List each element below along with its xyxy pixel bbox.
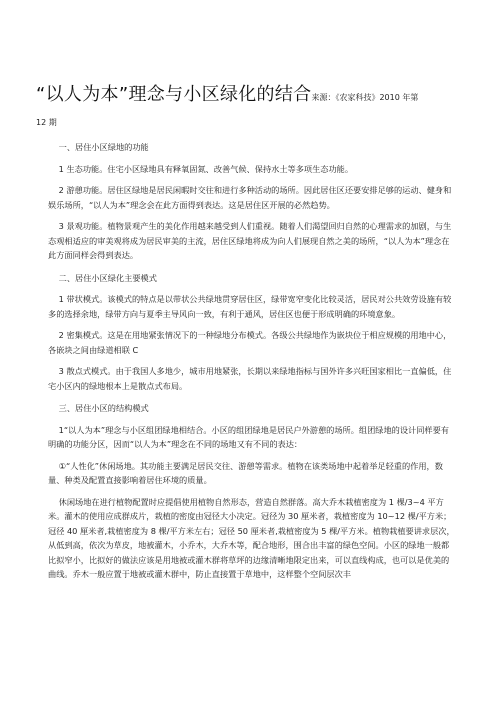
section-heading: 二、居住小区绿化主要模式 bbox=[58, 272, 157, 283]
paragraph: ①“人性化”休闲场地。其功能主要满足居民交往、游憩等需求。植物在该类场地中起着举足轻重的作用，数量、种类及配置直接影响着居住环境的质量。 bbox=[48, 460, 443, 485]
section-heading: 一、居住小区绿地的功能 bbox=[58, 142, 149, 152]
paragraph: 1“以人为本”理念与小区组团绿地相结合。小区的组团绿地是居民户外游憩的场所。组团绿地的设计同样要有明确的功能分区，因而“以人为本”理念在不同的场地又有不同的表达： bbox=[48, 424, 449, 449]
paragraph: 1 生态功能。住宅小区绿地具有释氧固氮、改善气候、保持水土等多项生态功能。 bbox=[58, 163, 354, 174]
document-body bbox=[48, 140, 456, 582]
paragraph: 3 散点式模式。由于我国人多地少，城市用地紧张，长期以来绿地指标与国外许多兴旺国家相比一直偏低，住宅小区内的绿地根本上是散点式布局。 bbox=[48, 366, 452, 391]
paragraph: 1 带状模式。该模式的特点是以带状公共绿地贯穿居住区，绿带宽窄变化比较灵活，居民对公共效劳设施有较多的选择余地，绿带方向与夏季主导风向一致，有利于通风，居住区也便于形成明确的环境意象。 bbox=[48, 294, 452, 319]
source-note: 来源：《农家科技》2010 年第 bbox=[311, 93, 419, 102]
document-title: “以人为本”理念与小区绿化的结合 bbox=[36, 84, 312, 105]
paragraph: 休闲场地在进行植物配置时应提倡使用植物自然形态，营造自然群落。高大乔木栽植密度为 1 棵/3~4 平方米。灌木的使用应成群成片，栽植的密度由冠径大小决定。冠径为 30 厘米者，栽植密度为 10~12 棵/平方米；冠径 40 厘米者,栽植密度为 8 棵/平方米左右；冠径 50 厘米者,栽植密度为 5 棵/平方米。植物栽植要讲求层次，从低到高，依次为草皮，地被灌木，小乔木，大乔木等，配合地形，围合出丰富的绿色空间。小区的绿地一般都比拟窄小，比拟好的做法应该是用地被或灌木群将草坪的边缘清晰地限定出来，可以直线构成，也可以是优美的曲线。乔木一般应置于地被或灌木群中，防止直接置于草地中，这样整个空间层次丰 bbox=[48, 496, 455, 579]
title-block bbox=[36, 80, 476, 128]
paragraph: 3 景观功能。植物景观产生的美化作用越来越受到人们重视。随着人们渴望回归自然的心理需求的加剧，与生态观相适应的审美观将成为居民审美的主流，居住区绿地将成为向人们展现自然之美的场所，“以人为本”理念在此方面同样会得到表达。 bbox=[48, 221, 452, 260]
paragraph: 2 游憩功能。居住区绿地是居民闲暇时交往和进行多种活动的场所。因此居住区还要安排足够的运动、健身和娱乐场所，“以人为本”理念会在此方面得到表达。这是居住区开展的必然趋势。 bbox=[48, 185, 452, 210]
paragraph: 2 密集模式。这是在用地紧张情况下的一种绿地分布模式。各级公共绿地作为嵌块位于相应规模的用地中心，各嵌块之间由绿道相联 C bbox=[48, 330, 452, 355]
source-note-continuation: 12 期 bbox=[36, 118, 57, 127]
title-line bbox=[36, 80, 476, 113]
section-heading: 三、居住小区的结构模式 bbox=[58, 403, 149, 413]
